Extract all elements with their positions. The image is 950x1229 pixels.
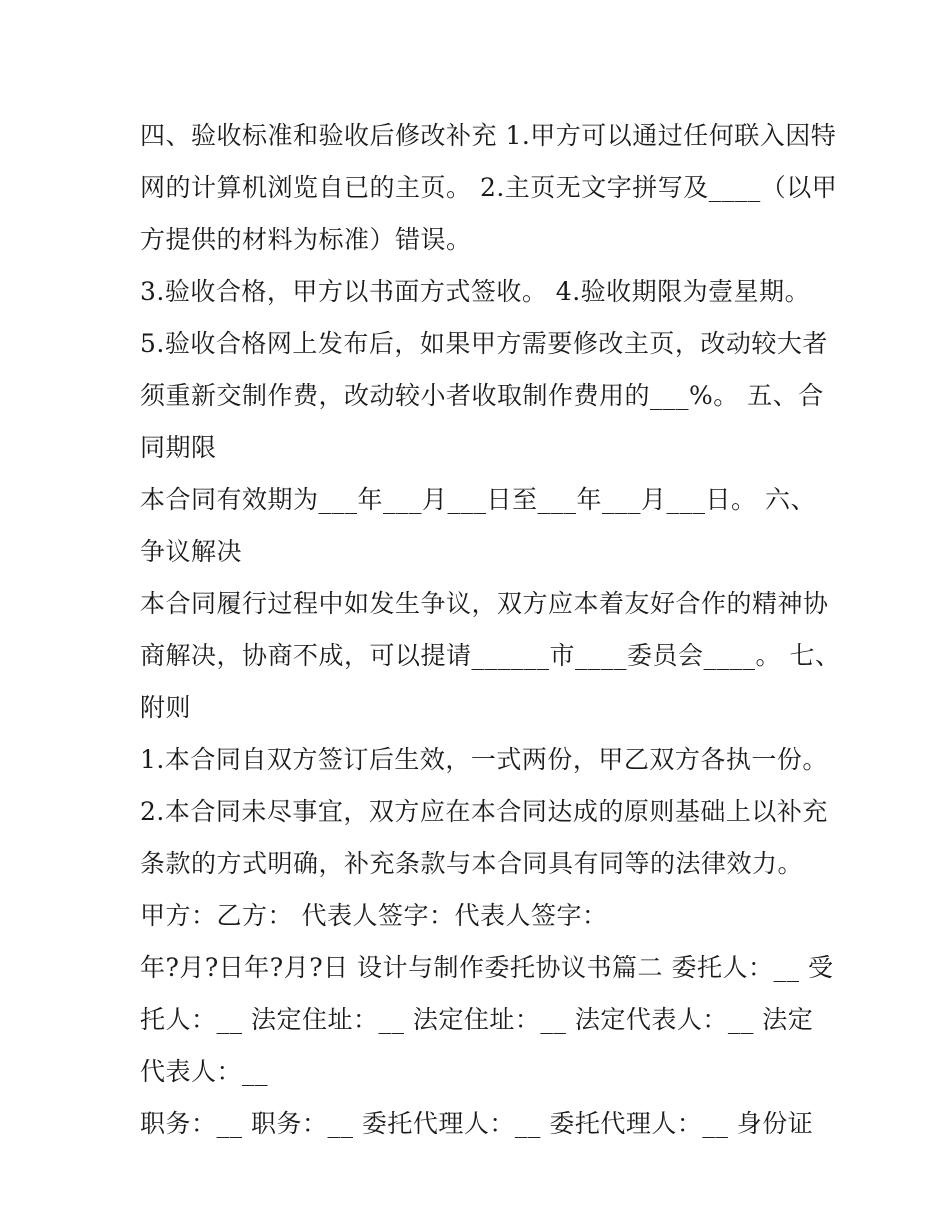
text-line: 5.验收合格网上发布后，如果甲方需要修改主页，改动较大者 [140, 329, 828, 358]
text-line: 本合同有效期为___年___月___日至___年___月___日。 六、 [140, 485, 816, 514]
text-line: 须重新交制作费，改动较小者收取制作费用的___%。 五、合 [140, 381, 824, 410]
text-line: 代表人：__ [140, 1057, 269, 1086]
text-line: 争议解决 [140, 537, 243, 566]
text-line: 1.本合同自双方签订后生效，一式两份，甲乙双方各执一份。 [140, 745, 828, 774]
text-line: 托人：__ 法定住址：__ 法定住址：__ 法定代表人：__ 法定 [140, 1005, 814, 1034]
text-line: 四、验收标准和验收后修改补充 1.甲方可以通过任何联入因特 [140, 121, 837, 150]
text-line: 同期限 [140, 433, 217, 462]
text-line: 网的计算机浏览自已的主页。 2.主页无文字拼写及____（以甲 [140, 173, 838, 202]
contract-text [140, 110, 841, 1150]
text-line: 2.本合同未尽事宜，双方应在本合同达成的原则基础上以补充 [140, 797, 828, 826]
text-line: 条款的方式明确，补充条款与本合同具有同等的法律效力。 [140, 849, 804, 878]
text-line: 甲方：乙方： 代表人签字：代表人签字： [140, 901, 608, 930]
text-line: 本合同履行过程中如发生争议，双方应本着友好合作的精神协 [140, 589, 829, 618]
text-line: 职务：__ 职务：__ 委托代理人：__ 委托代理人：__ 身份证 [140, 1109, 814, 1138]
text-line: 3.验收合格，甲方以书面方式签收。 4.验收期限为壹星期。 [140, 277, 811, 306]
text-line: 附则 [140, 693, 192, 722]
text-line: 年?月?日年?月?日 设计与制作委托协议书篇二 委托人：__ 受 [140, 953, 834, 982]
text-line: 方提供的材料为标准）错误。 [140, 225, 472, 254]
text-line: 商解决，协商不成，可以提请______市____委员会____。 七、 [140, 641, 841, 670]
